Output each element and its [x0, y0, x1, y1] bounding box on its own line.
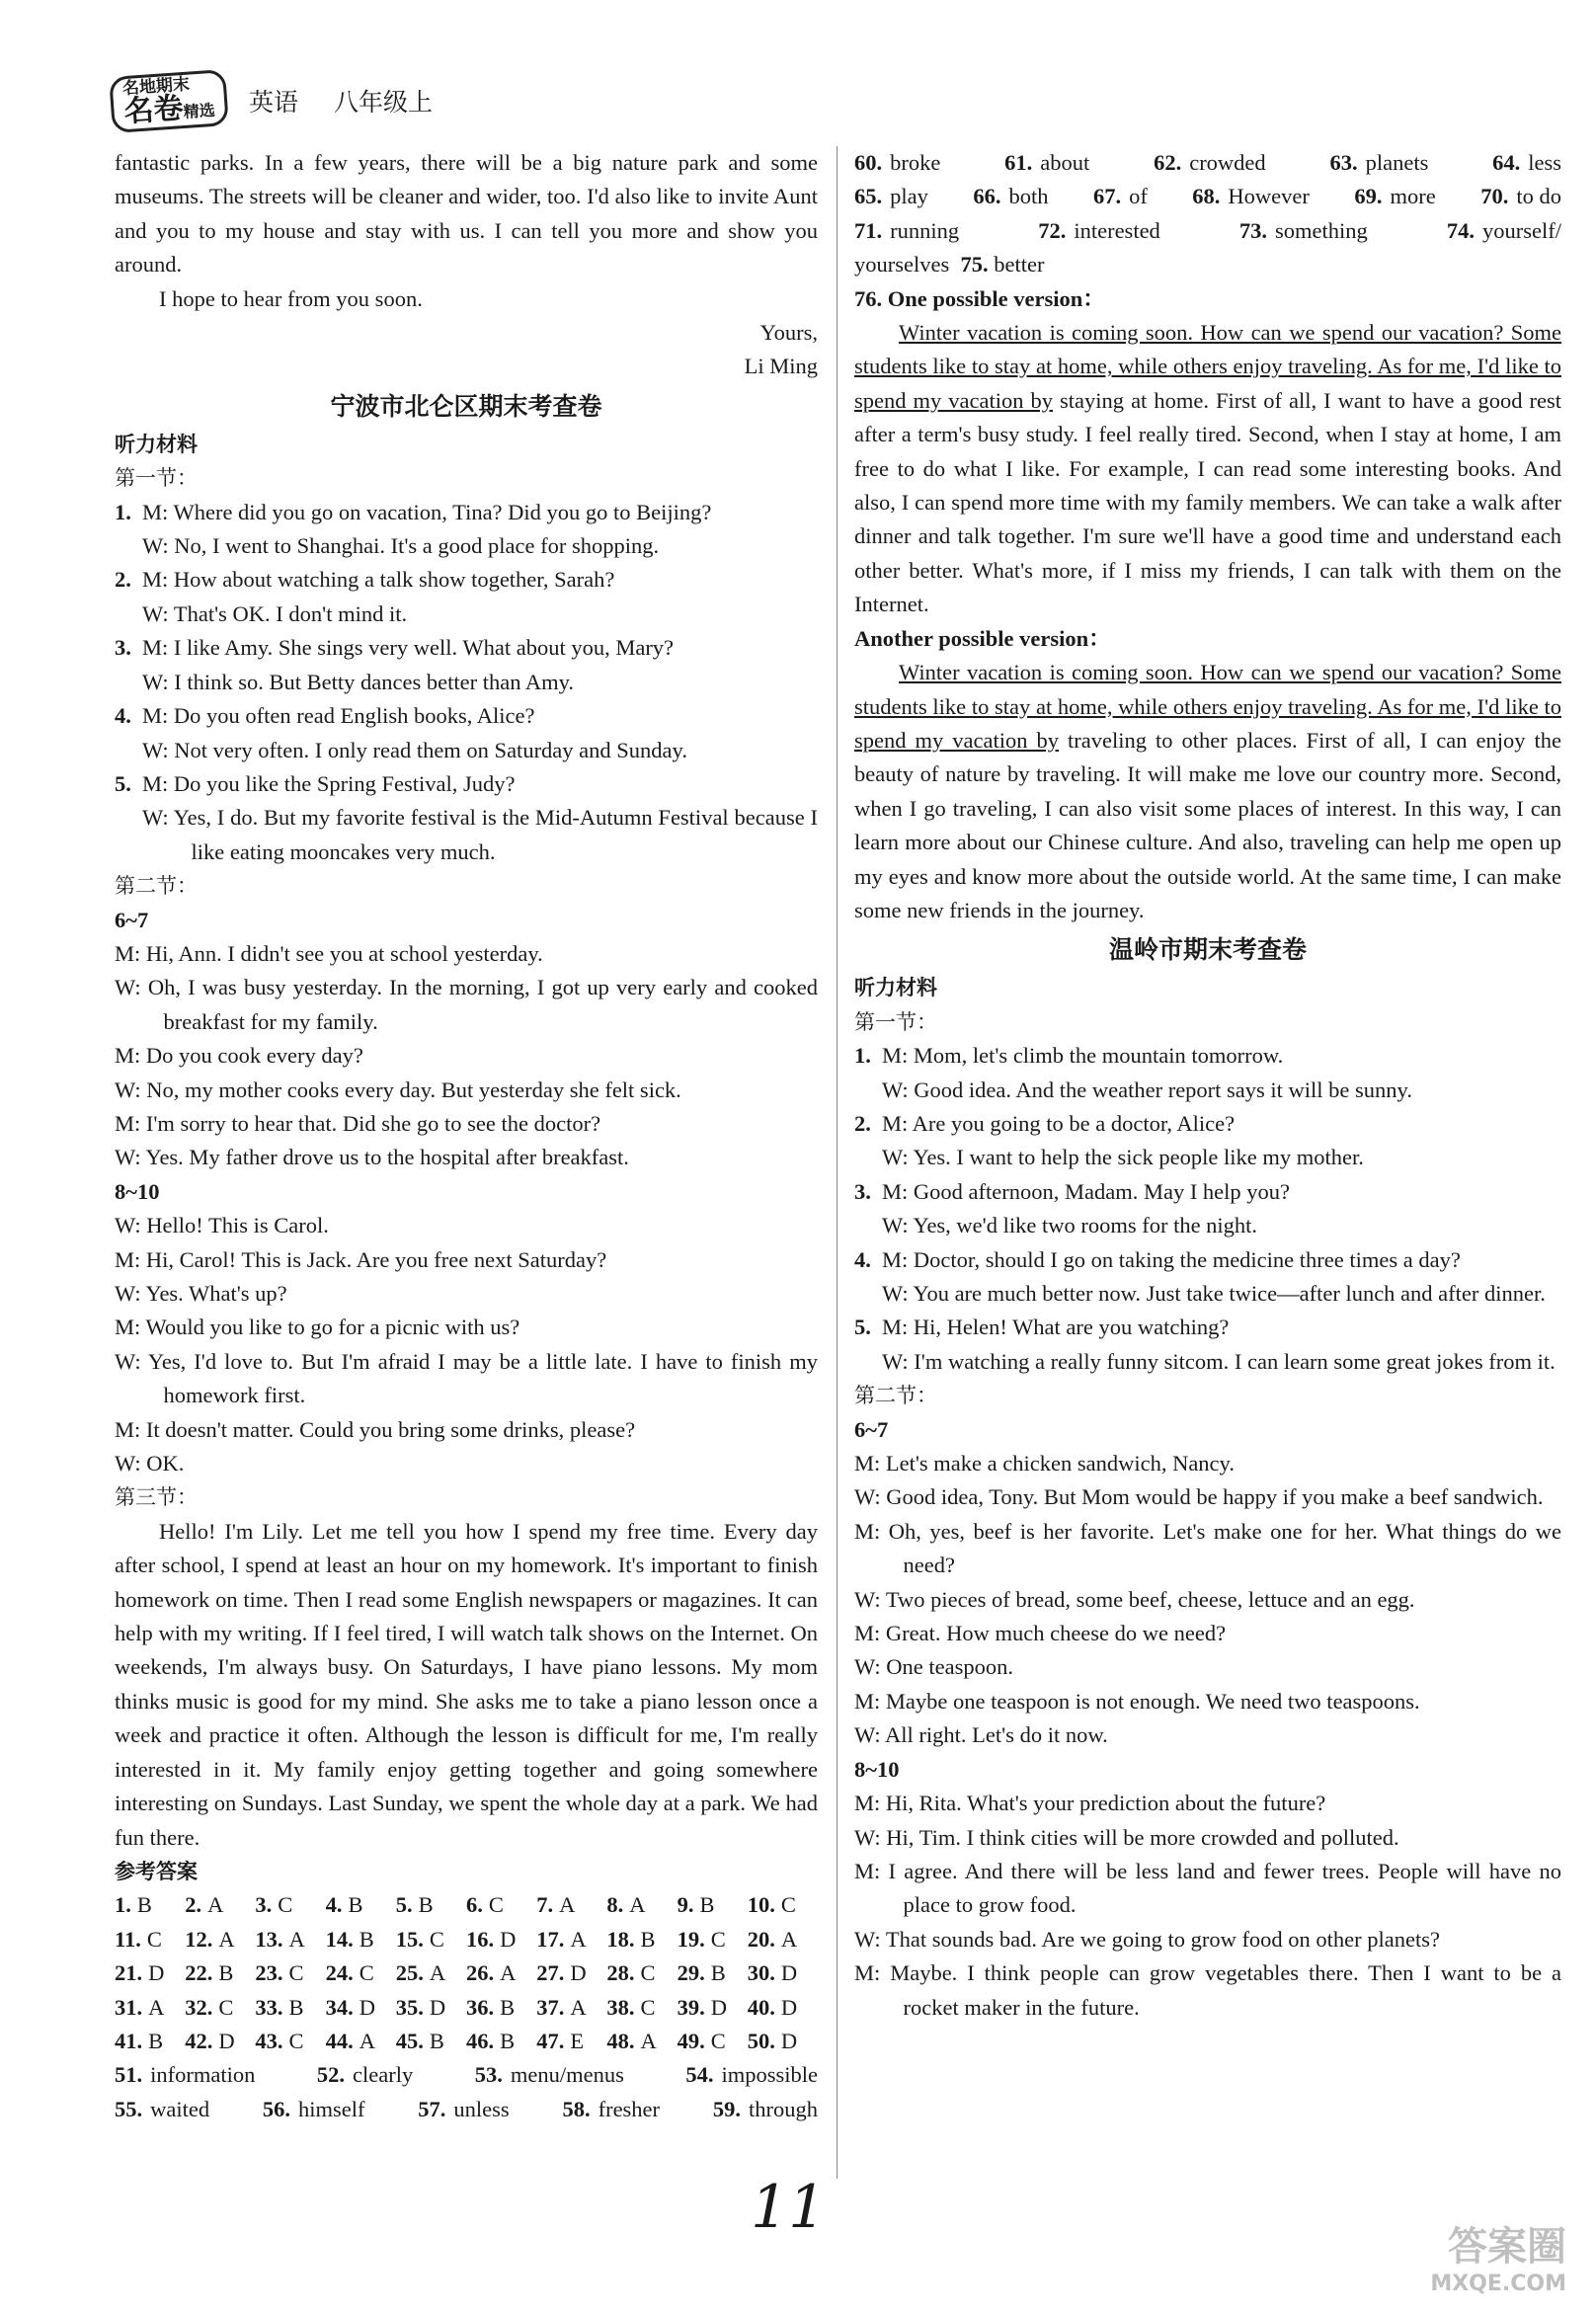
answer-item: 38. C [606, 1994, 656, 2020]
answer-item: 21. D [115, 1960, 165, 1986]
answer-item: 7. A [536, 1892, 576, 1918]
letter-sign-name: Li Ming [744, 354, 818, 379]
dialogue-line: W: Hi, Tim. I think cities will be more crowded and polluted. [854, 1824, 1399, 1850]
answer-item: 48. A [606, 2028, 657, 2053]
answer-item: 1. B [115, 1892, 152, 1918]
writing-version-2-label: Another possible version： [854, 625, 1111, 651]
dialogue-item: 3. M: I like Amy. She sings very well. What about you, Mary? [115, 635, 675, 661]
answer-item: 20. A [747, 1926, 798, 1952]
answer-item: 6. C [465, 1892, 504, 1918]
dialogue-line: M: Hi, Carol! This is Jack. Are you free next Saturday? [115, 1246, 607, 1272]
dialogue-reply: W: You are much better now. Just take twice—after lunch and after dinner. [882, 1281, 1546, 1306]
dialogue-line: W: All right. Let's do it now. [854, 1722, 1108, 1748]
dialogue-reply: W: Good idea. And the weather report says it will be sunny. [882, 1077, 1412, 1102]
answer-item: 42. D [185, 2028, 235, 2053]
section-1-label: 第一节： [854, 1009, 937, 1034]
letter-sign-yours: Yours, [759, 320, 818, 346]
answer-item: 41. B [115, 2028, 164, 2053]
answer-item: 27. D [536, 1960, 587, 1986]
dialogue-line: M: I agree. And there will be less land and fewer trees. People will have no place to grow food. [854, 1858, 1561, 1918]
dialogue-item: 1. M: Where did you go on vacation, Tina? Did you go to Beijing? [115, 499, 712, 524]
word-answers-row: 60. broke 61. about 62. crowded 63. planets 64. less [854, 150, 1561, 175]
answer-item: 17. A [536, 1926, 587, 1952]
dialogue-reply: W: Yes, I do. But my favorite festival is the Mid-Autumn Festival because I like eating mooncakes very much. [142, 805, 818, 864]
dialogue-item: 2. M: Are you going to be a doctor, Alice? [854, 1110, 1236, 1136]
answer-item: 16. D [465, 1926, 517, 1952]
dialogue-line: M: Would you like to go for a picnic with us? [115, 1315, 520, 1340]
page-number: 11 [751, 2173, 827, 2242]
exam-title-wenling: 温岭市期末考查卷 [1108, 935, 1307, 965]
dialogue-line: W: OK. [115, 1451, 185, 1476]
right-column [854, 146, 1561, 2025]
answer-item: 12. A [185, 1926, 235, 1952]
word-answers-row: 65. play 66. both 67. of 68. However 69. more 70. to do [854, 184, 1561, 209]
series-logo: 名地期末 名卷精选 [109, 68, 229, 132]
dialogue-item: 1. M: Mom, let's climb the mountain tomorrow. [854, 1043, 1284, 1069]
answer-item: 50. D [747, 2028, 798, 2053]
answer-item: 44. A [325, 2028, 375, 2053]
dialogue-line: W: Yes. What's up? [115, 1281, 287, 1306]
dialogue-line: W: One teaspoon. [854, 1654, 1013, 1680]
answer-item: 39. D [677, 1994, 727, 2020]
answer-item: 33. B [255, 1994, 304, 2020]
listening-passage: Hello! I'm Lily. Let me tell you how I spend my free time. Every day after school, I spend at least an hour on my homework. It's important to finish homework on time. Then I read some English newspapers or magazines. It can help with my writing. If I feel tired, I will watch talk shows on the Internet. On weekends, I'm always busy. On Saturdays, I have piano lessons. My mom thinks music is good for my mind. She asks me to take a piano lesson once a week and practice it often. Although the lesson is difficult for me, I'm really interested in it. My family enjoy getting together and going somewhere interesting on Sundays. Last Sunday, we spent the whole day at a park. We had fun there. [115, 1518, 818, 1850]
dialogue-line: M: Oh, yes, beef is her favorite. Let's make one for her. What things do we need? [854, 1518, 1561, 1578]
letter-closing: I hope to hear from you soon. [159, 285, 423, 311]
dialogue-item: 2. M: How about watching a talk show together, Sarah? [115, 567, 615, 593]
answer-item: 47. E [536, 2028, 585, 2053]
dialogue-line: M: Maybe one teaspoon is not enough. We need two teaspoons. [854, 1688, 1420, 1714]
section-2-label: 第二节： [115, 874, 198, 899]
answer-item: 37. A [536, 1994, 587, 2020]
group-8-10: 8~10 [854, 1756, 900, 1782]
dialogue-reply: W: Yes. I want to help the sick people like my mother. [882, 1145, 1364, 1170]
column-divider [837, 146, 838, 2179]
dialogue-item: 5. M: Hi, Helen! What are you watching? [854, 1315, 1230, 1340]
dialogue-line: M: Do you cook every day? [115, 1043, 363, 1069]
answer-item: 36. B [465, 1994, 516, 2020]
answer-item: 40. D [747, 1994, 798, 2020]
dialogue-line: M: Hi, Ann. I didn't see you at school yesterday. [115, 940, 543, 966]
answers-label: 参考答案 [115, 1859, 198, 1883]
dialogue-line: W: That sounds bad. Are we going to grow food on other planets? [854, 1926, 1441, 1952]
subject-label: 英语 [249, 88, 299, 117]
dialogue-item: 4. M: Doctor, should I go on taking the medicine three times a day? [854, 1246, 1461, 1272]
dialogue-reply: W: No, I went to Shanghai. It's a good place for shopping. [142, 533, 660, 559]
answer-grid [115, 1888, 818, 2058]
answer-item: 4. B [325, 1892, 363, 1918]
answer-item: 25. A [395, 1960, 446, 1986]
answer-item: 45. B [395, 2028, 444, 2053]
answer-item: 26. A [465, 1960, 517, 1986]
dialogue-line: M: It doesn't matter. Could you bring some drinks, please? [115, 1416, 636, 1442]
answer-item: 35. D [395, 1994, 446, 2020]
answer-item: 23. C [255, 1960, 304, 1986]
letter-body: fantastic parks. In a few years, there will be a big nature park and some museums. The streets will be cleaner and wider, too. I'd also like to invite Aunt and you to my house and stay with us. I can tell you more and show you around. [115, 150, 818, 278]
dialogue-line: W: Oh, I was busy yesterday. In the morning, I got up very early and cooked breakfast for my family. [115, 975, 818, 1034]
exam-title-beilun: 宁波市北仑区期末考查卷 [330, 391, 602, 421]
answer-item: 29. B [677, 1960, 726, 1986]
word-answers-row: yourselves 75. better [854, 252, 1045, 278]
answer-item: 13. A [255, 1926, 305, 1952]
grade-label: 八年级上 [334, 88, 434, 117]
watermark-logo: 答案圈 MXQE.COM [1430, 2224, 1566, 2296]
page-header [111, 71, 433, 130]
dialogue-reply: W: Not very often. I only read them on Saturday and Sunday. [142, 737, 687, 762]
word-answers-row: 51. information 52. clearly 53. menu/menus 54. impossible [115, 2062, 818, 2088]
dialogue-line: W: Hello! This is Carol. [115, 1213, 329, 1238]
writing-version-1-label: 76. One possible version： [854, 285, 1105, 311]
answer-item: 32. C [185, 1994, 234, 2020]
dialogue-line: M: Great. How much cheese do we need? [854, 1621, 1227, 1646]
answer-item: 18. B [606, 1926, 656, 1952]
writing-version-2: Winter vacation is coming soon. How can we spend our vacation? Some students like to stay at home, while others enjoy traveling. As for me, I'd like to spend my vacation by traveling to other places. First of all, I can enjoy the beauty of nature by traveling. It will make me love our country more. Second, when I go traveling, I can also visit some places of interest. In this way, I can learn more about our Chinese culture. And also, traveling can help me open up my eyes and know more about the outside world. At the same time, I can make some new friends in the journey. [854, 660, 1561, 922]
answer-item: 3. C [255, 1892, 293, 1918]
dialogue-line: W: No, my mother cooks every day. But yesterday she felt sick. [115, 1077, 681, 1102]
group-6-7: 6~7 [854, 1416, 889, 1442]
dialogue-reply: W: I think so. But Betty dances better than Amy. [142, 669, 575, 694]
writing-version-1: Winter vacation is coming soon. How can we spend our vacation? Some students like to stay at home, while others enjoy traveling. As for me, I'd like to spend my vacation by staying at home. First of all, I want to have a good rest after a term's busy study. I feel really tired. Second, when I stay at home, I am free to do what I like. For example, I can read some interesting books. And also, I can spend more time with my family members. We can take a walk after dinner and talk together. I'm sure we'll have a good time and understand each other better. What's more, if I miss my friends, I can talk with them on the Internet. [854, 320, 1561, 617]
answer-item: 10. C [747, 1892, 796, 1918]
answer-item: 22. B [185, 1960, 234, 1986]
section-2-label: 第二节： [854, 1384, 937, 1408]
dialogue-item: 4. M: Do you often read English books, Alice? [115, 703, 535, 729]
answer-item: 5. B [395, 1892, 434, 1918]
answer-item: 2. A [185, 1892, 224, 1918]
listening-label: 听力材料 [115, 432, 198, 456]
answer-item: 30. D [747, 1960, 798, 1986]
answer-item: 19. C [677, 1926, 726, 1952]
answer-item: 14. B [325, 1926, 374, 1952]
answer-item: 24. C [325, 1960, 374, 1986]
answer-item: 11. C [115, 1926, 162, 1952]
answer-item: 34. D [325, 1994, 375, 2020]
answer-item: 9. B [677, 1892, 715, 1918]
dialogue-reply: W: I'm watching a really funny sitcom. I can learn some great jokes from it. [882, 1348, 1556, 1374]
group-6-7: 6~7 [115, 907, 149, 932]
word-answers-row: 71. running 72. interested 73. something 74. yourself/ [854, 217, 1561, 243]
dialogue-item: 5. M: Do you like the Spring Festival, Judy? [115, 770, 516, 796]
section-3-label: 第三节： [115, 1485, 198, 1510]
dialogue-line: M: Let's make a chicken sandwich, Nancy. [854, 1451, 1235, 1476]
dialogue-item: 3. M: Good afternoon, Madam. May I help you? [854, 1178, 1291, 1204]
answer-item: 46. B [465, 2028, 516, 2053]
listening-label: 听力材料 [854, 976, 937, 1000]
answer-item: 15. C [395, 1926, 444, 1952]
section-1-label: 第一节： [115, 466, 198, 491]
answer-item: 8. A [606, 1892, 646, 1918]
dialogue-line: W: Good idea, Tony. But Mom would be happy if you make a beef sandwich. [854, 1484, 1544, 1510]
left-column [115, 146, 818, 2126]
word-answers-row: 55. waited 56. himself 57. unless 58. fresher 59. through [115, 2096, 818, 2121]
dialogue-line: M: Maybe. I think people can grow vegetables there. Then I want to be a rocket maker in the future. [854, 1960, 1561, 2020]
dialogue-line: W: Yes, I'd love to. But I'm afraid I may be a little late. I have to finish my homework first. [115, 1348, 818, 1408]
dialogue-line: M: Hi, Rita. What's your prediction about the future? [854, 1791, 1326, 1816]
answer-item: 43. C [255, 2028, 304, 2053]
dialogue-reply: W: That's OK. I don't mind it. [142, 600, 408, 626]
dialogue-line: M: I'm sorry to hear that. Did she go to see the doctor? [115, 1110, 601, 1136]
answer-item: 31. A [115, 1994, 165, 2020]
dialogue-line: W: Yes. My father drove us to the hospital after breakfast. [115, 1145, 629, 1170]
answer-item: 49. C [677, 2028, 726, 2053]
group-8-10: 8~10 [115, 1178, 160, 1204]
answer-item: 28. C [606, 1960, 656, 1986]
dialogue-line: W: Two pieces of bread, some beef, cheese, lettuce and an egg. [854, 1586, 1415, 1612]
dialogue-reply: W: Yes, we'd like two rooms for the night. [882, 1213, 1258, 1238]
